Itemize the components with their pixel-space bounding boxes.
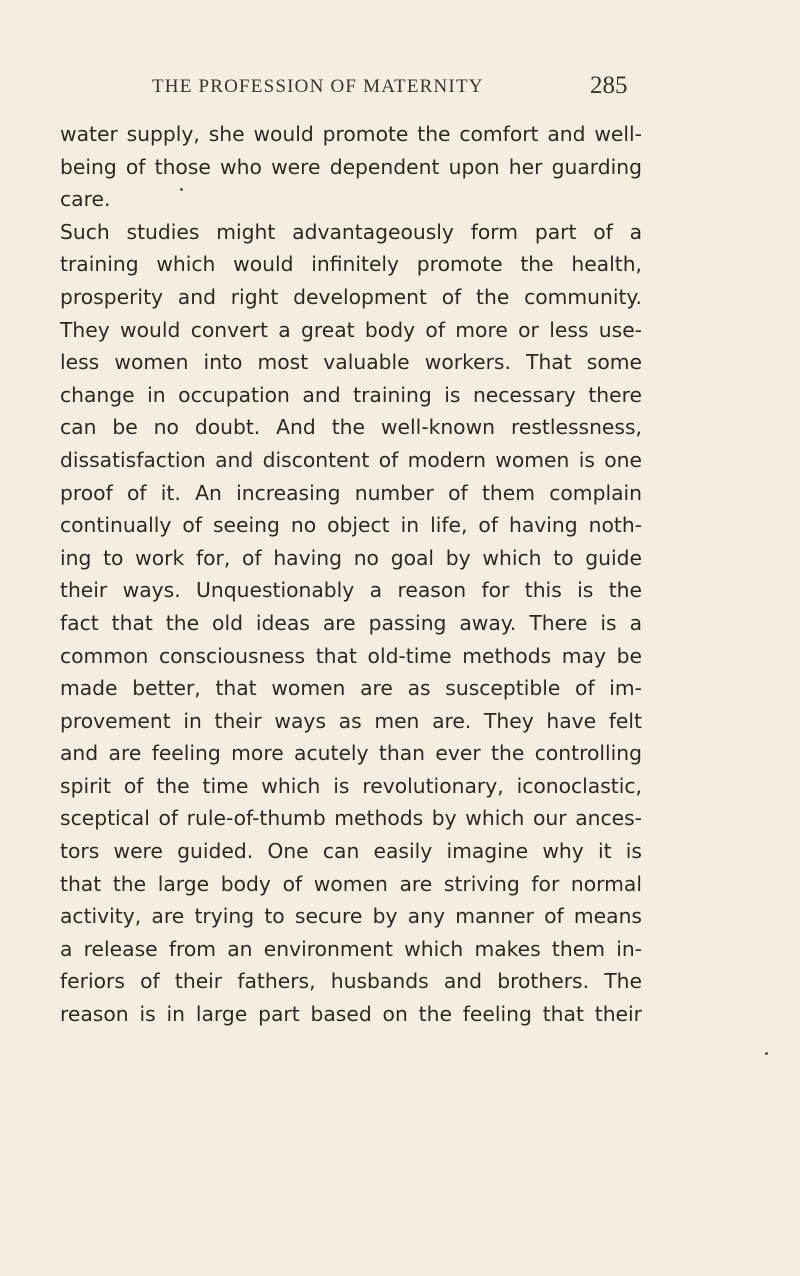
- text-line: provement in their ways as men are. They have felt: [60, 708, 642, 733]
- text-line: care.: [60, 187, 111, 212]
- text-line: prosperity and right development of the community.: [60, 284, 642, 309]
- text-line: proof of it. An increasing number of them complain: [60, 480, 642, 505]
- text-line: water supply, she would promote the comfort and well-: [60, 122, 642, 146]
- running-title: THE PROFESSION OF MATERNITY: [152, 76, 484, 97]
- text-line: dissatisfaction and discontent of modern women is one: [60, 447, 642, 472]
- page-number: 285: [590, 72, 628, 99]
- text-line: training which would infinitely promote the health,: [60, 252, 642, 277]
- text-line: reason is in large part based on the feeling that their: [60, 1002, 642, 1027]
- text-line: spirit of the time which is revolutionary, iconoclastic,: [60, 773, 642, 798]
- body-text: [60, 118, 642, 1031]
- text-line: sceptical of rule-of-thumb methods by which our ances-: [60, 806, 642, 831]
- text-line: fact that the old ideas are passing away. There is a: [60, 610, 642, 635]
- print-speck: [765, 1052, 768, 1055]
- text-line: common consciousness that old-time methods may be: [60, 643, 642, 668]
- text-line: feriors of their fathers, husbands and brothers. The: [60, 969, 642, 994]
- print-speck: [180, 188, 183, 191]
- text-line: a release from an environment which makes them in-: [60, 936, 642, 961]
- text-line: ing to work for, of having no goal by which to guide: [60, 545, 642, 570]
- text-line: They would convert a great body of more or less use-: [60, 317, 642, 342]
- text-line: made better, that women are as susceptible of im-: [60, 676, 642, 701]
- text-line: can be no doubt. And the well-known restlessness,: [60, 415, 642, 440]
- text-line: Such studies might advantageously form part of a: [60, 219, 642, 244]
- text-line: change in occupation and training is necessary there: [60, 382, 642, 407]
- text-line: tors were guided. One can easily imagine why it is: [60, 839, 642, 864]
- text-line: that the large body of women are striving for normal: [60, 871, 642, 896]
- text-line: continually of seeing no object in life, of having noth-: [60, 513, 642, 538]
- text-line: their ways. Unquestionably a reason for this is the: [60, 578, 642, 603]
- text-line: activity, are trying to secure by any manner of means: [60, 904, 642, 929]
- text-line: less women into most valuable workers. That some: [60, 350, 642, 375]
- text-line: and are feeling more acutely than ever the controlling: [60, 741, 642, 766]
- text-line: being of those who were dependent upon her guarding: [60, 154, 642, 179]
